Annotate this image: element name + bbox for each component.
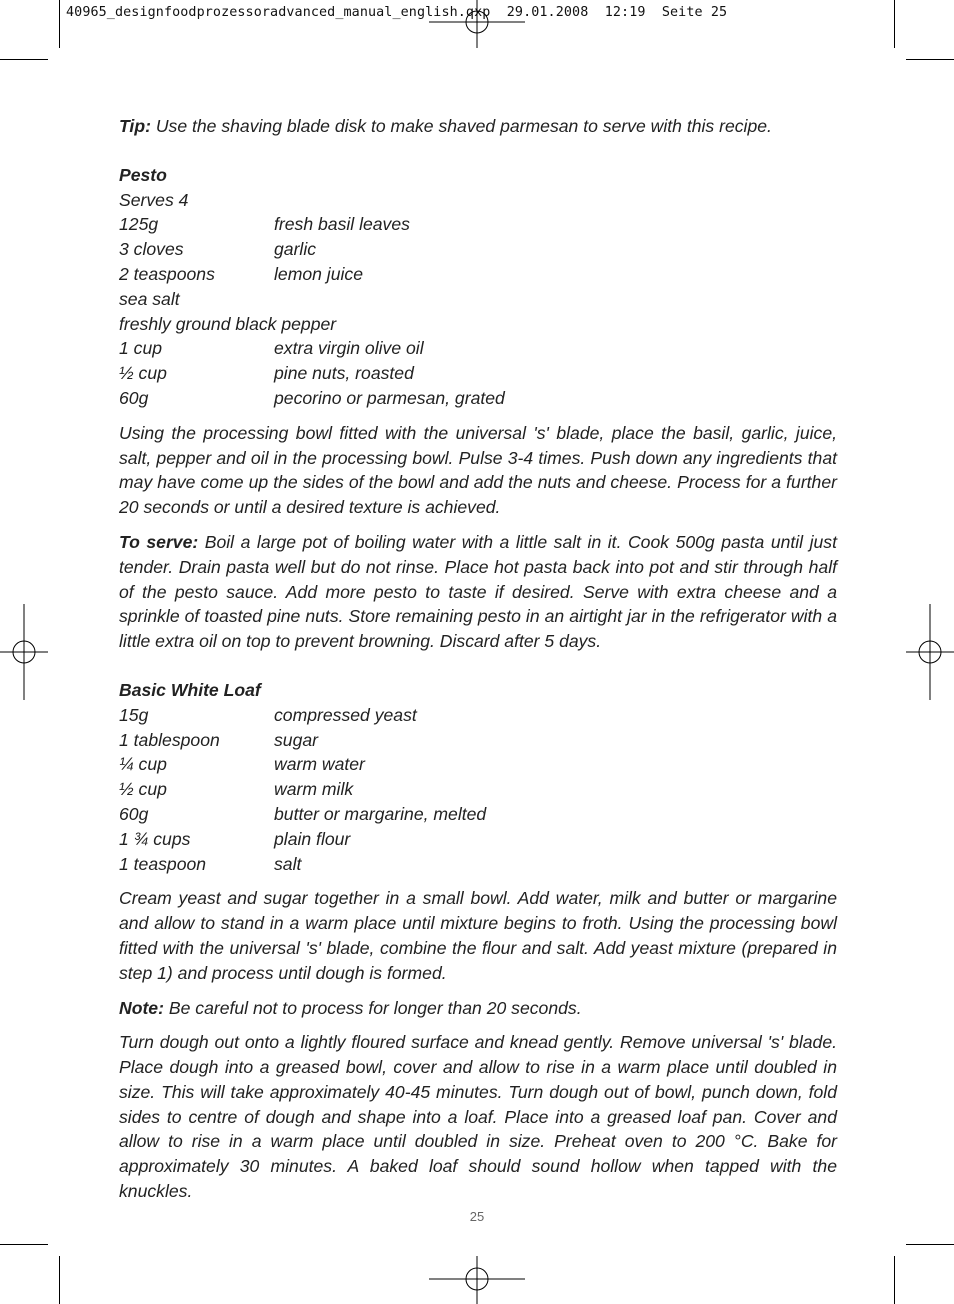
ingredient-qty: 3 cloves: [119, 239, 184, 260]
tip-paragraph: [119, 114, 837, 139]
slug-file: 40965_designfoodprozessoradvanced_manual_english.qxp: [66, 5, 491, 20]
ingredient-row: [119, 287, 837, 312]
ingredient-qty: 1 cup: [119, 338, 163, 359]
ingredient-row: [119, 703, 837, 728]
ingredient-qty: sea salt: [119, 288, 180, 309]
ingredient-row: [119, 312, 837, 337]
slug-time: 12:19: [604, 5, 646, 20]
ingredient-row: [119, 212, 837, 237]
registration-mark-bottom: [427, 1254, 527, 1304]
crop-mark-top-right-v: [894, 0, 895, 48]
registration-mark-left: [0, 604, 50, 700]
slug-date: 29.01.2008: [506, 5, 589, 20]
ingredient-qty: 1 teaspoon: [119, 853, 207, 874]
page-content: [119, 114, 837, 1204]
ingredient-row: [119, 802, 837, 827]
ingredient-row: [119, 728, 837, 753]
ingredient-item: fresh basil leaves: [274, 214, 410, 235]
ingredient-item: butter or margarine, melted: [274, 803, 487, 824]
ingredient-row: [119, 752, 837, 777]
ingredient-item: garlic: [274, 239, 317, 260]
ingredient-qty: freshly ground black pepper: [119, 313, 337, 334]
note-label: Note:: [119, 997, 164, 1018]
ingredient-qty: 15g: [119, 704, 149, 725]
print-slug: [66, 5, 727, 20]
registration-mark-top: [427, 0, 527, 50]
ingredient-row: [119, 827, 837, 852]
crop-mark-top-right-h: [906, 59, 954, 60]
ingredient-item: salt: [274, 853, 302, 874]
ingredient-item: plain flour: [274, 828, 351, 849]
pesto-ingredient-list: [119, 212, 837, 410]
registration-mark-right: [904, 604, 954, 700]
pesto-serves: Serves 4: [119, 189, 189, 210]
loaf-ingredient-list: [119, 703, 837, 877]
ingredient-item: pine nuts, roasted: [274, 363, 414, 384]
note-text: Be careful not to process for longer than 20 seconds.: [168, 997, 582, 1018]
loaf-method-2: Turn dough out onto a lightly floured surface and knead gently. Remove universal 's' blade. Place dough into a greased bowl, cover and allow to rise in a warm place until doubled in size. This will take approximately 40-45 minutes. Turn dough out of bowl, punch down, fold sides to centre of dough and shape into a loaf. Place into a greased loaf pan. Cover and allow to rise in a warm place until doubled in size. Preheat oven to 200 °C. Bake for approximately 30 minutes. A baked loaf should sound hollow when tapped with the knuckles.: [119, 1032, 837, 1202]
loaf-method-1: Cream yeast and sugar together in a small bowl. Add water, milk and butter or margarine and allow to stand in a warm place until mixture begins to froth. Using the processing bowl fitted with the universal 's' blade, combine the flour and salt. Add yeast mixture (prepared in step 1) and process until dough is formed.: [119, 888, 837, 983]
serve-text: Boil a large pot of boiling water with a little salt in it. Cook 500g pasta until just tender. Drain pasta well but do not rinse. Place hot pasta back into pot and stir through half of the pesto sauce. Add more pesto to taste if desired. Serve with extra cheese and a sprinkle of toasted pine nuts. Store remaining pesto in an airtight jar in the refrigerator with a little extra oil on top to prevent browning. Discard after 5 days.: [119, 531, 837, 652]
crop-mark-top-left-v: [59, 0, 60, 48]
ingredient-item: compressed yeast: [274, 704, 417, 725]
ingredient-qty: ½ cup: [119, 779, 167, 800]
pesto-title: Pesto: [119, 164, 167, 185]
crop-mark-bottom-right-v: [894, 1256, 895, 1304]
ingredient-item: pecorino or parmesan, grated: [274, 387, 505, 408]
ingredient-item: sugar: [274, 729, 319, 750]
tip-text: Use the shaving blade disk to make shaved parmesan to serve with this recipe.: [155, 116, 772, 136]
page-number: 25: [469, 1209, 485, 1224]
ingredient-item: lemon juice: [274, 263, 363, 284]
loaf-note-paragraph: [119, 996, 837, 1021]
ingredient-row: [119, 336, 837, 361]
crop-mark-bottom-left-v: [59, 1256, 60, 1304]
slug-page: Seite 25: [661, 5, 728, 20]
pesto-method: Using the processing bowl fitted with the universal 's' blade, place the basil, garlic, juice, salt, pepper and oil in the processing bowl. Pulse 3-4 times. Push down any ingredients that may have come up the sides of the bowl and add the nuts and cheese. Process for a further 20 seconds or until a desired texture is achieved.: [119, 422, 837, 518]
ingredient-item: warm water: [274, 754, 365, 775]
crop-mark-bottom-right-h: [906, 1244, 954, 1245]
ingredient-row: [119, 262, 837, 287]
pesto-serve-paragraph: [119, 530, 837, 654]
ingredient-qty: 1 ¾ cups: [119, 828, 191, 849]
tip-label: Tip:: [119, 116, 151, 136]
loaf-title: Basic White Loaf: [119, 679, 261, 700]
serve-label: To serve:: [119, 531, 199, 552]
ingredient-qty: ¼ cup: [119, 754, 167, 775]
ingredient-qty: ½ cup: [119, 363, 167, 384]
ingredient-qty: 60g: [119, 387, 149, 408]
crop-mark-top-left-h: [0, 59, 48, 60]
ingredient-row: [119, 361, 837, 386]
ingredient-qty: 125g: [119, 214, 159, 235]
ingredient-qty: 1 tablespoon: [119, 729, 220, 750]
ingredient-item: warm milk: [274, 779, 354, 800]
ingredient-row: [119, 386, 837, 411]
ingredient-qty: 60g: [119, 803, 149, 824]
ingredient-row: [119, 237, 837, 262]
ingredient-item: extra virgin olive oil: [274, 338, 424, 359]
crop-mark-bottom-left-h: [0, 1244, 48, 1245]
ingredient-qty: 2 teaspoons: [119, 263, 215, 284]
ingredient-row: [119, 852, 837, 877]
ingredient-row: [119, 777, 837, 802]
